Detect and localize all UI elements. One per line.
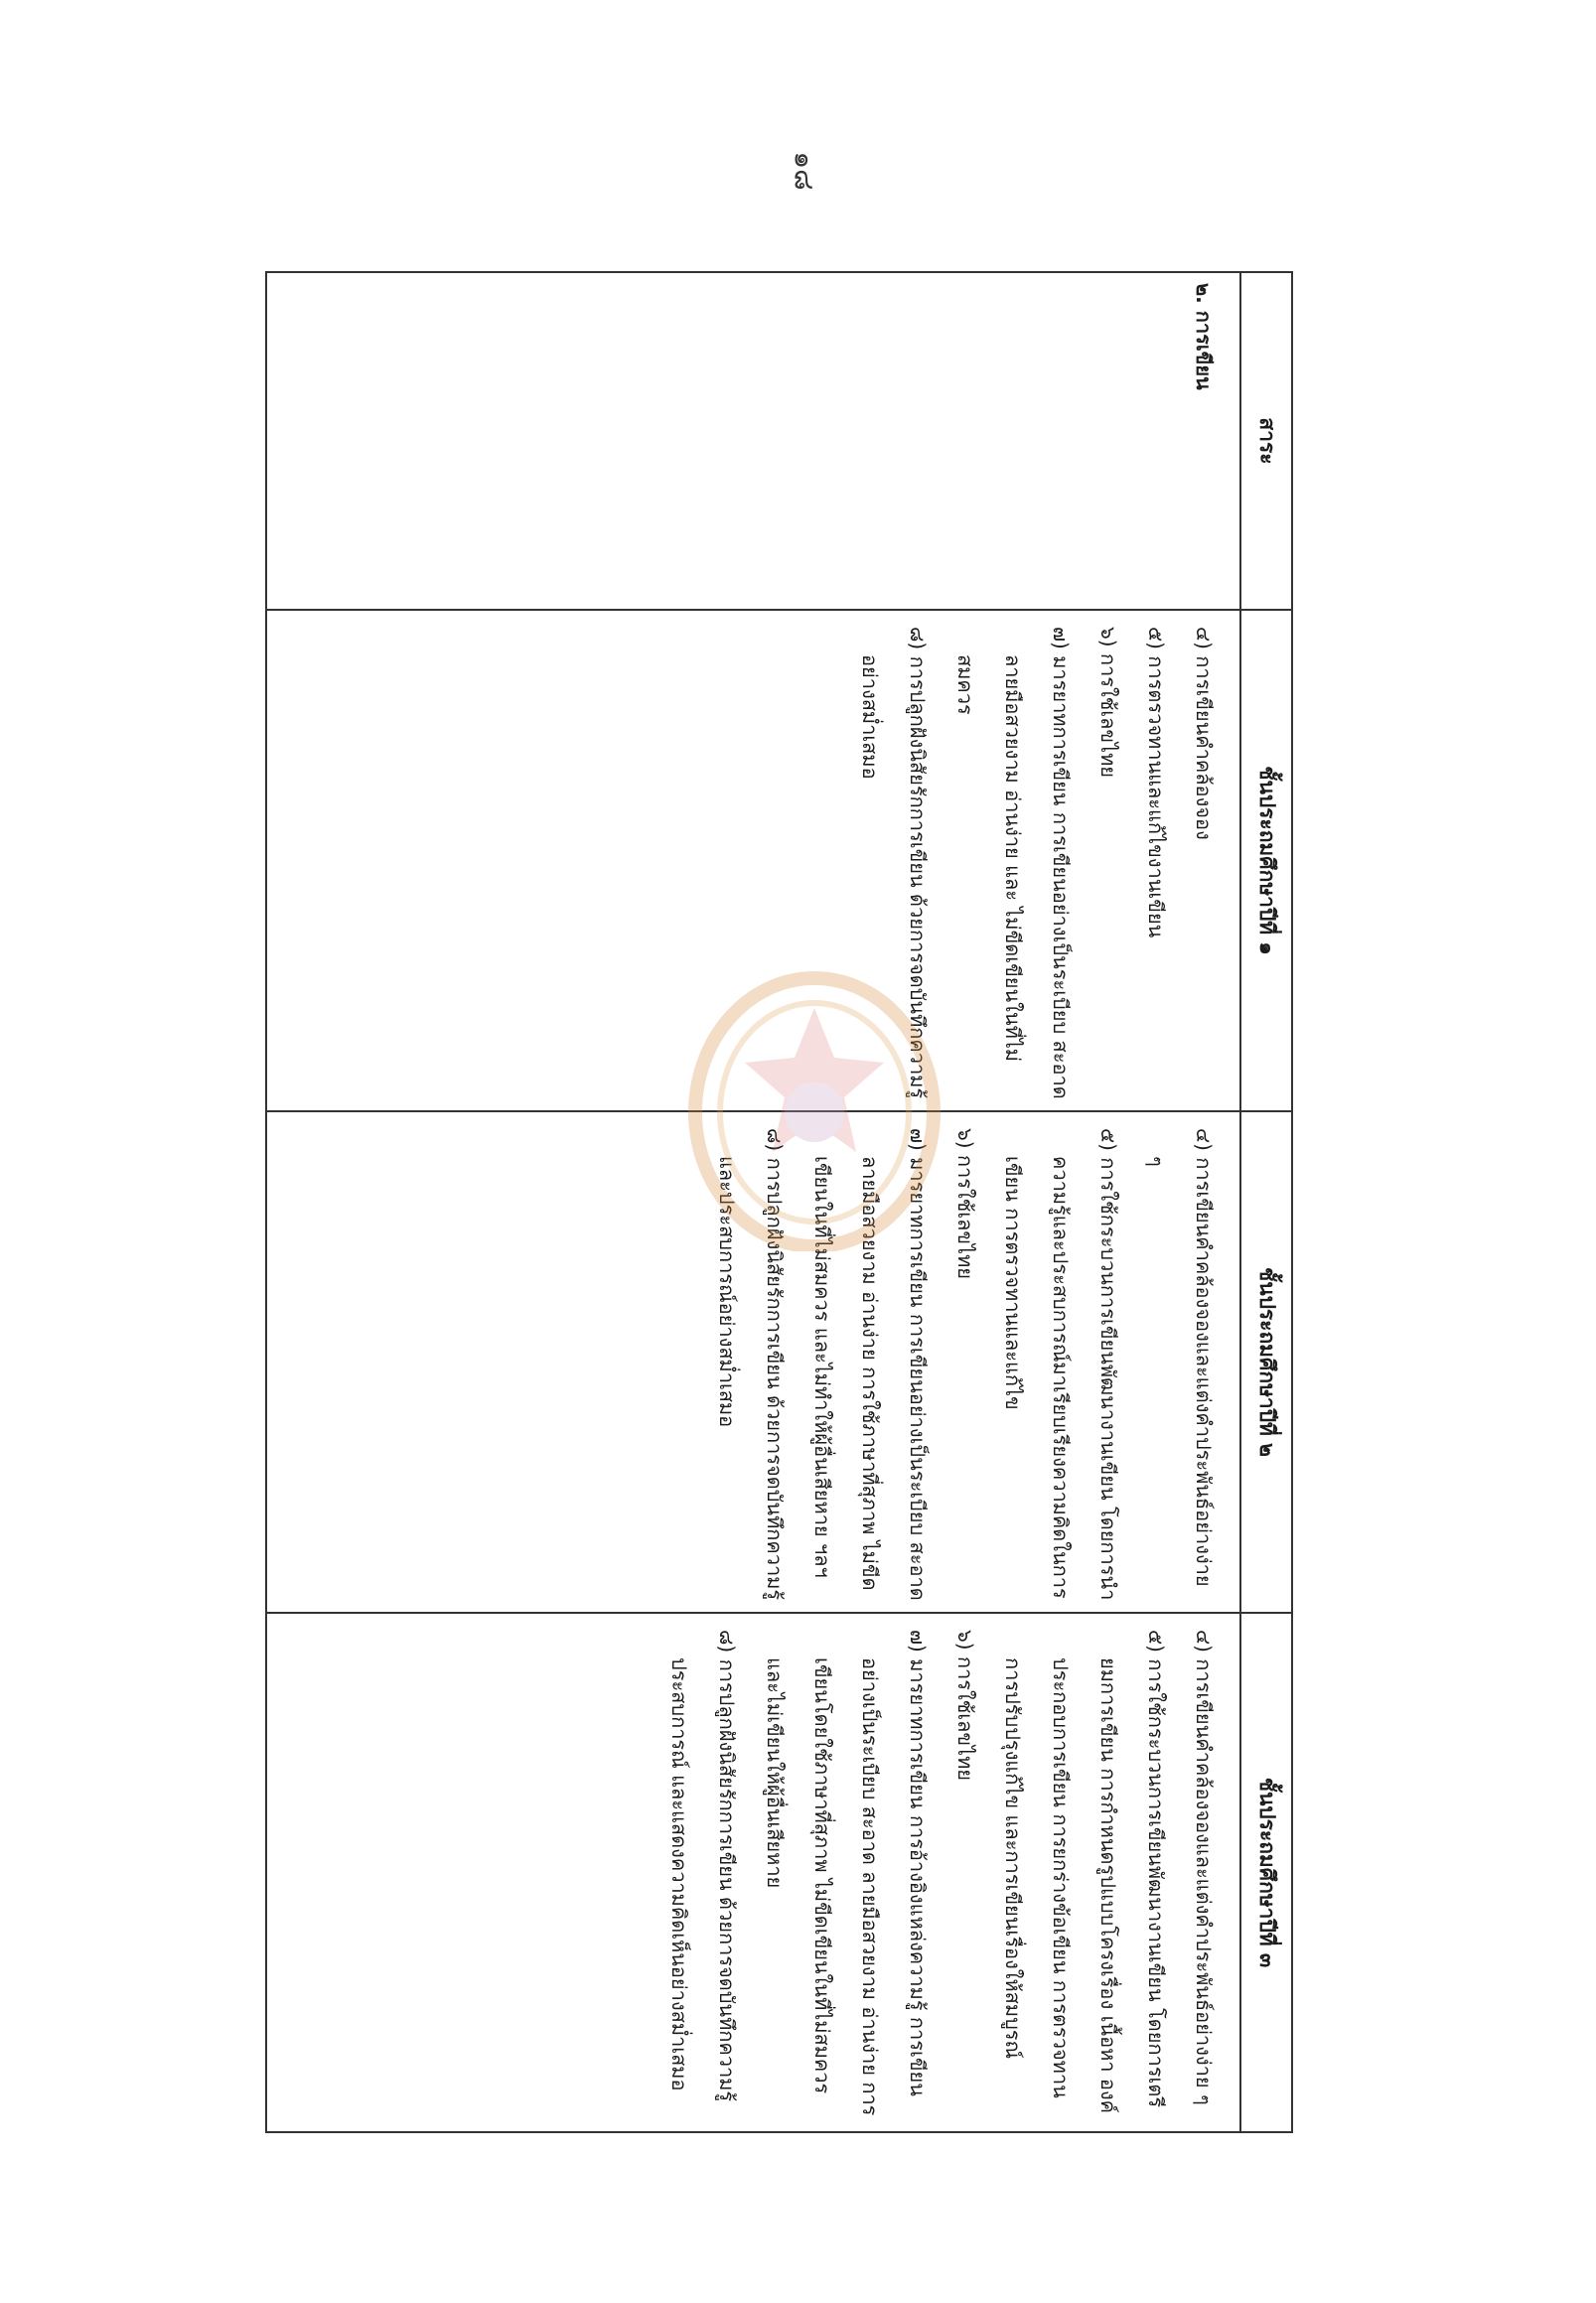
grade2-item: ๕) การใช้กระบวนการเขียนพัฒนางานเขียน โดยการนำความรู้และประสบการณ์มาเรียบเรียงความคิดในการเขียน การตรวจทานและแก้ไข xyxy=(1001,1128,1120,1601)
grade1-item: ๖) การใช้เลขไทย xyxy=(1096,627,1120,779)
table-header-row xyxy=(1240,272,1292,2132)
header-subject: สาระ xyxy=(1240,272,1292,610)
page-number: ๑๘ xyxy=(788,151,821,191)
grade1-item: ๗) มารยาทการเขียน การเขียนอย่างเป็นระเบียบ สะอาด ลายมือสวยงาม อ่านง่าย และ ไม่ขีดเขียนในที่ไม่สมควร xyxy=(953,627,1073,1099)
grade3-item: ๔) การเขียนคำคล้องจองและแต่งคำประพันธ์อย่างง่าย ๆ xyxy=(1192,1630,1216,2105)
grade2-cell xyxy=(266,1111,1240,1613)
grade3-item: ๕) การใช้กระบวนการเขียนพัฒนางานเขียน โดยการเตรียมการเขียน การกำหนดรูปแบบโครงเรื่อง เนื้อหา องค์ประกอบการเขียน การยกร่างข้อเขียน การตรวจทาน การปรับปรุงแก้ไข และการเขียนเรื่องให้สมบูรณ์ xyxy=(1001,1630,1168,2114)
grade3-item: ๗) มารยาทการเขียน การอ้างอิงแหล่งความรู้ การเขียนอย่างเป็นระเบียบ สะอาด ลายมือสวยงาม อ่านง่าย การเขียนโดยใช้ภาษาที่สุภาพ ไม่ขีดเขียนในที่ไม่สมควร และไม่เขียนให้ผู้อื่นเสียหาย xyxy=(763,1630,930,2116)
grade1-cell xyxy=(266,610,1240,1111)
grade1-item: ๕) การตรวจทานและแก้ไขงานเขียน xyxy=(1144,627,1168,938)
grade1-item: ๔) การเขียนคำคล้องจอง xyxy=(1192,627,1216,840)
grade3-cell xyxy=(266,1613,1240,2132)
table-row xyxy=(266,272,1240,2132)
subject-cell xyxy=(266,272,1240,610)
grade2-item: ๗) มารยาทการเขียน การเขียนอย่างเป็นระเบียบ สะอาด ลายมือสวยงาม อ่านง่าย การใช้ภาษาที่สุภาพ ไม่ขีดเขียนในที่ไม่สมควร และไม่ทำให้ผู้อื่นเสียหาย ฯลฯ xyxy=(810,1128,930,1601)
header-grade2: ชั้นประถมศึกษาปีที่ ๒ xyxy=(1240,1111,1292,1613)
grade3-item: ๖) การใช้เลขไทย xyxy=(953,1630,977,1782)
header-grade3: ชั้นประถมศึกษาปีที่ ๓ xyxy=(1240,1613,1292,2132)
grade1-item: ๘) การปลูกฝังนิสัยรักการเขียน ด้วยการจดบันทึกความรู้อย่างสม่ำเสมอ xyxy=(858,627,930,1099)
grade3-item: ๘) การปลูกฝังนิสัยรักการเขียน ด้วยการจดบันทึกความรู้ ประสบการณ์ และแสดงความคิดเห็นอย่างสม่ำเสมอ xyxy=(667,1630,739,2102)
grade2-item: ๔) การเขียนคำคล้องจองและแต่งคำประพันธ์อย่างง่าย ๆ xyxy=(1144,1128,1216,1587)
grade2-item: ๖) การใช้เลขไทย xyxy=(953,1128,977,1280)
subject-label: ๒. การเขียน xyxy=(1192,283,1216,390)
curriculum-table xyxy=(265,271,1293,2133)
header-grade1: ชั้นประถมศึกษาปีที่ ๑ xyxy=(1240,610,1292,1111)
grade2-item: ๘) การปลูกฝังนิสัยรักการเขียน ด้วยการจดบันทึกความรู้และประสบการณ์อย่างสม่ำเสมอ xyxy=(715,1128,787,1601)
curriculum-table-rotated xyxy=(265,271,1293,2131)
